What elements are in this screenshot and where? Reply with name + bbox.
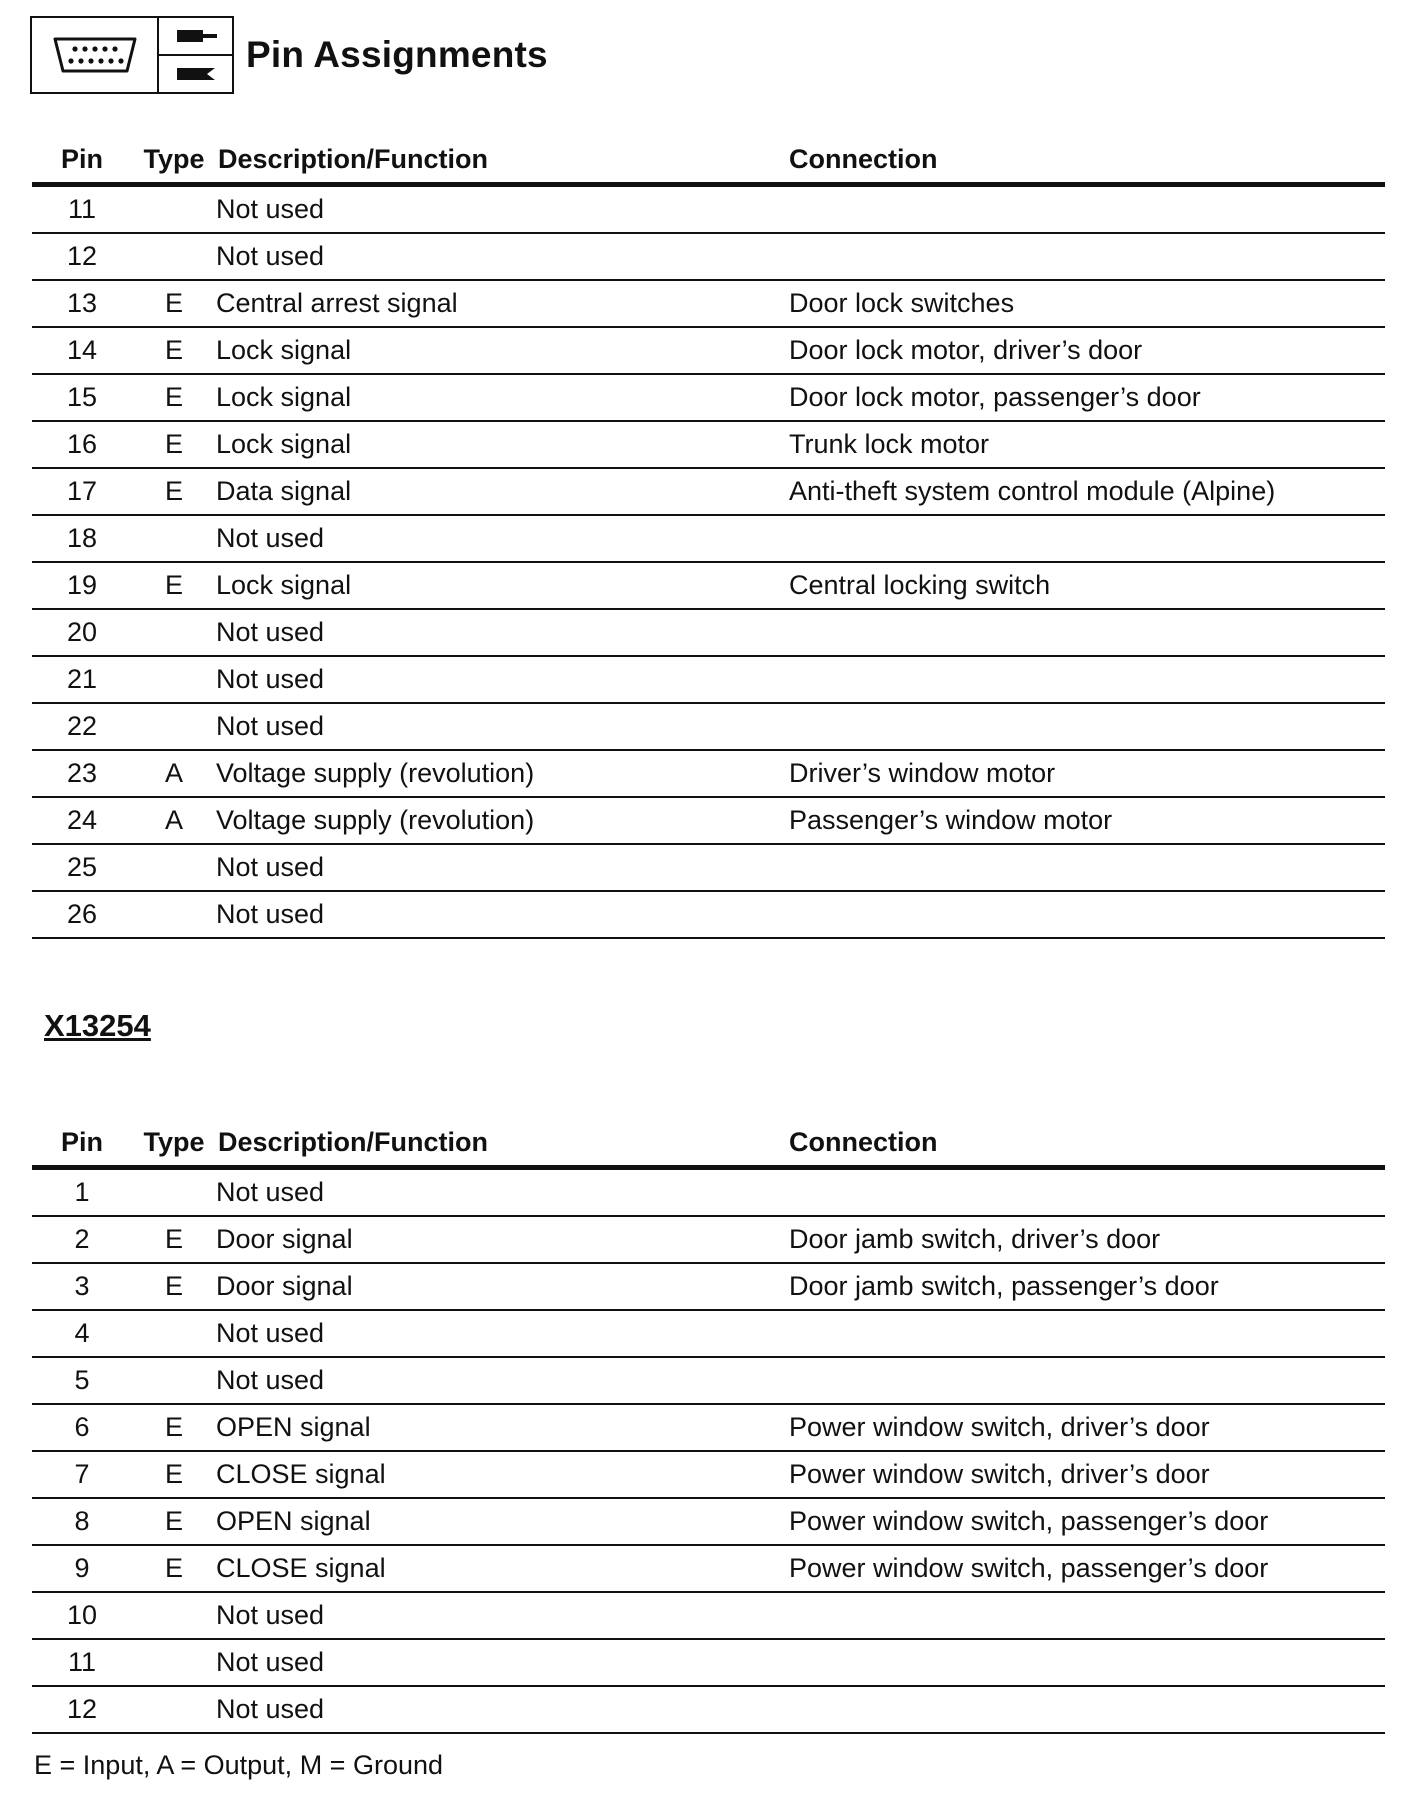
connection-cell <box>789 656 1385 703</box>
description-cell: Not used <box>216 515 789 562</box>
pin-cell: 25 <box>32 844 132 891</box>
type-cell <box>132 515 216 562</box>
section-title: X13254 <box>44 1008 151 1043</box>
pin-cell: 12 <box>32 1686 132 1733</box>
description-cell: CLOSE signal <box>216 1451 789 1498</box>
connection-cell <box>789 1357 1385 1404</box>
type-cell: E <box>132 1263 216 1310</box>
type-cell <box>132 1310 216 1357</box>
table-row <box>32 750 1385 797</box>
pin-cell: 19 <box>32 562 132 609</box>
pin-cell: 2 <box>32 1216 132 1263</box>
description-cell: Lock signal <box>216 374 789 421</box>
pin-cell: 21 <box>32 656 132 703</box>
type-cell <box>132 1639 216 1686</box>
column-header-connection: Connection <box>789 1119 1385 1168</box>
connection-cell: Door lock switches <box>789 280 1385 327</box>
pin-cell: 6 <box>32 1404 132 1451</box>
type-cell <box>132 844 216 891</box>
pin-cell: 24 <box>32 797 132 844</box>
table-row <box>32 280 1385 327</box>
connection-cell: Door jamb switch, driver’s door <box>789 1216 1385 1263</box>
column-header-connection: Connection <box>789 136 1385 185</box>
table-row <box>32 468 1385 515</box>
table-row <box>32 515 1385 562</box>
table-row <box>32 1639 1385 1686</box>
description-cell: Not used <box>216 185 789 234</box>
description-cell: Central arrest signal <box>216 280 789 327</box>
pin-table-2 <box>32 1119 1385 1734</box>
description-cell: Voltage supply (revolution) <box>216 797 789 844</box>
connection-cell: Passenger’s window motor <box>789 797 1385 844</box>
table-row <box>32 185 1385 234</box>
type-cell: E <box>132 374 216 421</box>
type-cell: E <box>132 562 216 609</box>
connection-cell: Trunk lock motor <box>789 421 1385 468</box>
type-legend: E = Input, A = Output, M = Ground <box>34 1750 444 1780</box>
table-row <box>32 1263 1385 1310</box>
column-header-type: Type <box>132 1119 216 1168</box>
type-cell: E <box>132 280 216 327</box>
table-row <box>32 1451 1385 1498</box>
type-cell <box>132 891 216 938</box>
pin-cell: 4 <box>32 1310 132 1357</box>
description-cell: Not used <box>216 1310 789 1357</box>
connection-cell <box>789 1639 1385 1686</box>
type-cell: A <box>132 797 216 844</box>
connection-cell <box>789 703 1385 750</box>
pin-cell: 22 <box>32 703 132 750</box>
type-cell <box>132 703 216 750</box>
page-header <box>30 14 548 96</box>
description-cell: Not used <box>216 1592 789 1639</box>
table-row <box>32 1357 1385 1404</box>
type-cell: A <box>132 750 216 797</box>
type-cell: E <box>132 1216 216 1263</box>
pin-cell: 9 <box>32 1545 132 1592</box>
table-row <box>32 1404 1385 1451</box>
description-cell: Not used <box>216 1639 789 1686</box>
connection-cell: Power window switch, driver’s door <box>789 1404 1385 1451</box>
pin-cell: 16 <box>32 421 132 468</box>
connection-cell <box>789 185 1385 234</box>
connection-cell <box>789 515 1385 562</box>
pin-cell: 18 <box>32 515 132 562</box>
table-row <box>32 797 1385 844</box>
description-cell: Lock signal <box>216 562 789 609</box>
connection-cell <box>789 1310 1385 1357</box>
type-cell <box>132 1357 216 1404</box>
table-row <box>32 1310 1385 1357</box>
male-pin-icon <box>159 18 232 54</box>
connection-cell <box>789 1592 1385 1639</box>
connector-icon-box <box>30 16 234 94</box>
connection-cell <box>789 1686 1385 1733</box>
description-cell: Door signal <box>216 1216 789 1263</box>
description-cell: Not used <box>216 656 789 703</box>
type-cell: E <box>132 421 216 468</box>
table-row <box>32 1545 1385 1592</box>
connection-cell: Door jamb switch, passenger’s door <box>789 1263 1385 1310</box>
connection-cell <box>789 844 1385 891</box>
table-row <box>32 1168 1385 1217</box>
table-row <box>32 1216 1385 1263</box>
description-cell: Data signal <box>216 468 789 515</box>
pin-cell: 10 <box>32 1592 132 1639</box>
column-header-description: Description/Function <box>216 136 789 185</box>
description-cell: Door signal <box>216 1263 789 1310</box>
description-cell: Not used <box>216 891 789 938</box>
type-cell <box>132 656 216 703</box>
table-header-row <box>32 136 1385 185</box>
column-header-pin: Pin <box>32 1119 132 1168</box>
type-cell: E <box>132 1404 216 1451</box>
pin-cell: 11 <box>32 1639 132 1686</box>
pin-cell: 7 <box>32 1451 132 1498</box>
description-cell: CLOSE signal <box>216 1545 789 1592</box>
connection-cell <box>789 609 1385 656</box>
pin-cell: 23 <box>32 750 132 797</box>
table-row <box>32 421 1385 468</box>
description-cell: OPEN signal <box>216 1404 789 1451</box>
description-cell: Not used <box>216 1168 789 1217</box>
description-cell: Not used <box>216 609 789 656</box>
type-cell <box>132 609 216 656</box>
pin-cell: 1 <box>32 1168 132 1217</box>
type-cell: E <box>132 468 216 515</box>
description-cell: Not used <box>216 233 789 280</box>
description-cell: Not used <box>216 1686 789 1733</box>
table-header-row <box>32 1119 1385 1168</box>
pin-cell: 13 <box>32 280 132 327</box>
connector-icon <box>32 18 159 92</box>
connection-cell <box>789 1168 1385 1217</box>
pin-cell: 5 <box>32 1357 132 1404</box>
description-cell: Lock signal <box>216 421 789 468</box>
female-socket-icon <box>159 54 232 92</box>
type-cell: E <box>132 1451 216 1498</box>
connection-cell: Anti-theft system control module (Alpine) <box>789 468 1385 515</box>
connection-cell <box>789 891 1385 938</box>
pin-cell: 17 <box>32 468 132 515</box>
pin-cell: 20 <box>32 609 132 656</box>
type-cell: E <box>132 1498 216 1545</box>
connection-cell: Power window switch, driver’s door <box>789 1451 1385 1498</box>
connection-cell: Power window switch, passenger’s door <box>789 1545 1385 1592</box>
description-cell: Voltage supply (revolution) <box>216 750 789 797</box>
connector-icon-graphic <box>49 35 141 75</box>
table-row <box>32 233 1385 280</box>
description-cell: OPEN signal <box>216 1498 789 1545</box>
connection-cell <box>789 233 1385 280</box>
column-header-type: Type <box>132 136 216 185</box>
table-row <box>32 562 1385 609</box>
connection-cell: Door lock motor, driver’s door <box>789 327 1385 374</box>
type-cell <box>132 1168 216 1217</box>
pin-cell: 15 <box>32 374 132 421</box>
connection-cell: Driver’s window motor <box>789 750 1385 797</box>
description-cell: Not used <box>216 844 789 891</box>
table-row <box>32 1592 1385 1639</box>
page-title: Pin Assignments <box>246 34 548 75</box>
type-cell <box>132 1686 216 1733</box>
pin-cell: 3 <box>32 1263 132 1310</box>
table-row <box>32 656 1385 703</box>
description-cell: Not used <box>216 1357 789 1404</box>
connection-cell: Central locking switch <box>789 562 1385 609</box>
table-row <box>32 1686 1385 1733</box>
type-cell <box>132 1592 216 1639</box>
pin-cell: 11 <box>32 185 132 234</box>
type-cell <box>132 185 216 234</box>
description-cell: Lock signal <box>216 327 789 374</box>
table-row <box>32 327 1385 374</box>
table-row <box>32 844 1385 891</box>
pin-cell: 8 <box>32 1498 132 1545</box>
column-header-description: Description/Function <box>216 1119 789 1168</box>
pin-table-1 <box>32 136 1385 939</box>
connection-cell: Door lock motor, passenger’s door <box>789 374 1385 421</box>
table-row <box>32 703 1385 750</box>
table-row <box>32 1498 1385 1545</box>
type-cell: E <box>132 1545 216 1592</box>
column-header-pin: Pin <box>32 136 132 185</box>
type-cell <box>132 233 216 280</box>
connection-cell: Power window switch, passenger’s door <box>789 1498 1385 1545</box>
pin-cell: 14 <box>32 327 132 374</box>
table-row <box>32 609 1385 656</box>
pin-cell: 12 <box>32 233 132 280</box>
pin-cell: 26 <box>32 891 132 938</box>
type-cell: E <box>132 327 216 374</box>
table-row <box>32 374 1385 421</box>
description-cell: Not used <box>216 703 789 750</box>
table-row <box>32 891 1385 938</box>
